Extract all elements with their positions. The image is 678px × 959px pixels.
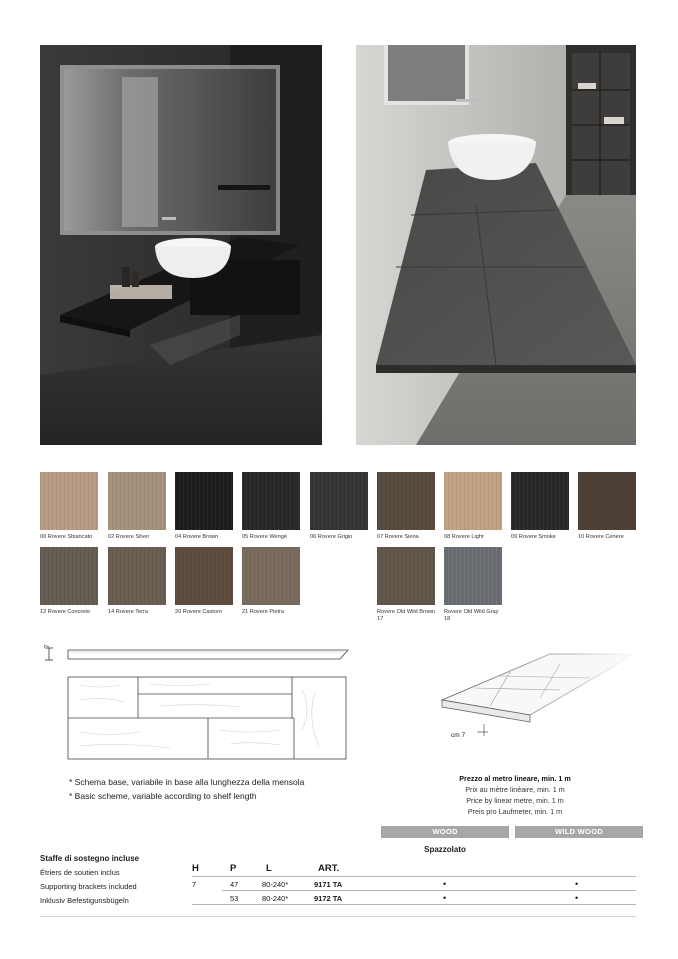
cell-wood: • [443,879,447,889]
swatch-rovere-terra [108,547,166,616]
cell-art: 9171 TA [314,880,343,889]
price-fr: Prix au mètre linéaire, min. 1 m [465,785,565,794]
cell-art: 9172 TA [314,894,343,903]
note-en: * Basic scheme, variable according to shelf length [69,791,257,801]
column-p: P [230,863,237,874]
swatch-label: 04 Rovere Brown [175,534,219,540]
bathroom-photo-left [40,45,322,445]
column-header-wild-wood: WILD WOOD [515,826,643,838]
swatch-chip [444,472,502,530]
swatch-rovere-light [444,472,502,541]
swatch-rovere-old-wild-gray [444,547,502,623]
swatch-rovere-castoro [175,547,233,616]
height-dimension-label: 7 [44,644,51,648]
swatch-chip [108,472,166,530]
footer-rule [40,916,636,917]
brackets-info [40,852,139,908]
swatch-rovere-wenge [242,472,300,541]
bathroom-scene-right [356,45,636,445]
cell-wild-wood: • [575,893,579,903]
price-en: Price by linear metre, min. 1 m [466,796,564,805]
swatch-label: 00 Rovere Sbiancato [40,534,93,540]
swatch-rovere-old-wild-brown [377,547,435,623]
swatch-chip [310,472,368,530]
swatch-label: 09 Rovere Smoke [511,534,556,540]
table-rule [192,876,636,877]
note-it: * Schema base, variabile in base alla lunghezza della mensola [69,777,305,787]
swatch-label: 05 Rovere Wengè [242,534,287,540]
price-info [420,773,610,817]
thickness-label: cm 7 [451,732,466,739]
swatch-chip [108,547,166,605]
shelf-technical-drawing [40,640,355,765]
swatch-rovere-siena [377,472,435,541]
brackets-it: Staffe di sostegno incluse [40,854,140,863]
swatch-chip [40,547,98,605]
swatch-label: 02 Rovere Silver [108,534,150,540]
cell-wood: • [443,893,447,903]
column-l: L [266,863,272,874]
swatch-rovere-grigio [310,472,368,541]
cell-h: 7 [192,880,197,889]
swatch-label: Rovere Old Wild Brown 17 [377,609,436,622]
brackets-en: Supporting brackets included [40,882,137,891]
price-de: Preis pro Laufmeter, min. 1 m [467,807,563,816]
swatch-label: 12 Rovere Concrete [40,609,91,615]
swatch-label: 08 Rovere Light [444,534,484,540]
swatch-label: 14 Rovere Terra [108,609,149,615]
swatch-chip [578,472,636,530]
swatch-rovere-brown [175,472,233,541]
brackets-fr: Étriers de soutien inclus [40,868,120,877]
cell-l: 80-240* [262,894,289,903]
cell-p: 47 [230,880,239,889]
shelf-side-view [68,650,348,659]
swatch-label: 07 Rovere Siena [377,534,419,540]
swatch-chip [242,547,300,605]
column-header-wood: WOOD [381,826,509,838]
bathroom-scene-left [40,45,322,445]
finish-label: Spazzolato [424,845,466,854]
table-rule [192,904,636,905]
swatch-chip [377,547,435,605]
swatch-chip [377,472,435,530]
swatch-rovere-cenere [578,472,636,541]
swatch-rovere-pietra [242,547,300,616]
swatch-chip [175,547,233,605]
table-rule [222,890,636,891]
swatch-chip [175,472,233,530]
price-it: Prezzo al metro lineare, min. 1 m [459,774,571,783]
swatch-chip [242,472,300,530]
column-art: ART. [318,863,340,874]
column-h: H [192,863,199,874]
swatch-rovere-smoke [511,472,569,541]
brackets-de: Inklusiv Befestigunsbügeln [40,896,129,905]
cell-l: 80-240* [262,880,289,889]
swatch-label: Rovere Old Wild Gray 18 [444,609,499,622]
swatch-rovere-sbiancato [40,472,98,541]
cell-p: 53 [230,894,239,903]
cell-wild-wood: • [575,879,579,889]
swatch-chip [444,547,502,605]
swatch-rovere-silver [108,472,166,541]
swatch-chip [511,472,569,530]
swatch-label: 20 Rovere Castoro [175,609,222,615]
swatch-label: 21 Rovere Pietra [242,609,284,615]
swatch-rovere-concrete [40,547,98,616]
bathroom-photo-right [356,45,636,445]
swatch-label: 10 Rovere Cenere [578,534,624,540]
swatch-label: 06 Rovere Grigio [310,534,353,540]
swatch-chip [40,472,98,530]
